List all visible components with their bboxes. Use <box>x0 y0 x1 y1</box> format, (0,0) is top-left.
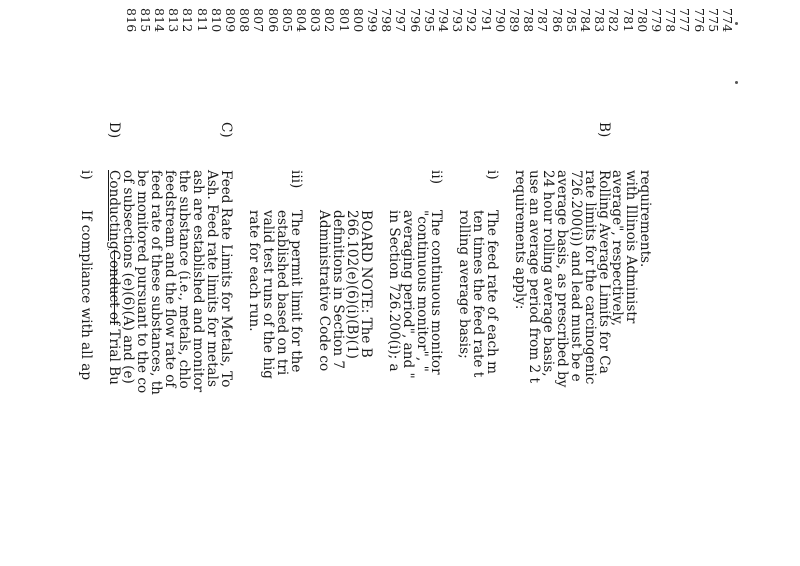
scan-speck <box>735 22 738 25</box>
line-number: 805 <box>279 8 295 33</box>
text-line: of subsections (e)(6)(A) and (e) <box>120 170 136 384</box>
line-number: 787 <box>535 8 551 33</box>
text-line: averaging period", and " <box>400 210 416 379</box>
line-number: 777 <box>677 8 693 33</box>
text-line: 726.200(i)) and lead must be e <box>568 170 584 382</box>
text-fragment: Trial Bu <box>106 325 122 385</box>
text-line: average basis, as prescribed by <box>554 170 570 388</box>
text-line: 24 hour rolling average basis, <box>540 170 556 377</box>
line-number: 790 <box>492 8 508 33</box>
marker-i: i) <box>484 170 500 180</box>
line-number: 810 <box>208 8 224 33</box>
line-number: 799 <box>365 8 380 33</box>
line-number: 786 <box>549 8 565 33</box>
line-number: 815 <box>137 8 153 33</box>
text-line: The permit limit for the <box>288 210 304 373</box>
line-number: 776 <box>691 8 707 33</box>
text-line: the substance (i.e., metals, chlo <box>176 170 192 389</box>
text-line: The continuous monitor <box>428 210 444 375</box>
conducting-line <box>107 170 121 385</box>
text-line: definitions in Section 7 <box>330 210 346 370</box>
line-number: 794 <box>436 8 451 33</box>
line-number: 795 <box>421 8 437 33</box>
line-number: 808 <box>237 8 253 33</box>
text-line: feedstream and the flow rate of <box>162 170 178 388</box>
line-number: 780 <box>634 8 650 33</box>
text-line: 266.102(e)(6)(i)(B)(1) <box>344 210 360 359</box>
marker-D: D) <box>106 122 122 139</box>
line-number: 785 <box>563 8 579 33</box>
scan-speck <box>735 81 738 84</box>
line-number: 792 <box>464 8 480 33</box>
text-line: Feed Rate Limits for Metals, To <box>218 170 234 388</box>
line-number: 778 <box>663 8 679 33</box>
marker-iii: iii) <box>288 170 304 189</box>
line-number: 782 <box>606 8 622 33</box>
text-line: established based on tri <box>274 210 290 376</box>
line-number: 801 <box>336 8 352 33</box>
text-line: in Section 726.200(i); a <box>386 210 402 372</box>
line-number: 796 <box>407 8 423 33</box>
text-line: with Illinois Administr <box>623 170 639 324</box>
line-number: 791 <box>478 8 494 33</box>
inserted-text: Conducting <box>106 170 122 250</box>
text-line: feed rate of these substances, th <box>148 170 164 395</box>
text-line: rolling average basis; <box>456 210 472 359</box>
text-line: rate limits for the carcinogenic <box>582 170 598 385</box>
marker-ii: ii) <box>428 170 444 184</box>
marker-i: i) <box>78 170 94 180</box>
line-number: 806 <box>265 8 281 33</box>
line-number: 814 <box>152 8 167 33</box>
text-line: average", respectively, <box>609 170 625 327</box>
line-number: 784 <box>578 8 593 33</box>
text-line: If compliance with all ap <box>78 210 94 381</box>
line-number: 797 <box>393 8 409 33</box>
line-number: 804 <box>294 8 309 33</box>
line-number: 816 <box>123 8 139 33</box>
line-number: 793 <box>450 8 466 33</box>
line-number: 779 <box>649 8 664 33</box>
line-number: 807 <box>251 8 267 33</box>
line-number: 774 <box>720 8 735 33</box>
text-line: requirements. <box>637 170 653 268</box>
line-number: 802 <box>322 8 338 33</box>
text-line: be monitored pursuant to the co <box>134 170 150 394</box>
line-number: 813 <box>166 8 182 33</box>
text-line: requirements apply: <box>512 170 528 310</box>
line-number: 809 <box>223 8 238 33</box>
line-number: 781 <box>620 8 636 33</box>
text-line: "continuous monitor", " <box>414 210 430 372</box>
line-number: 812 <box>180 8 196 33</box>
marker-C: C) <box>218 122 234 138</box>
line-number: 798 <box>379 8 395 33</box>
text-line: Rolling Average Limits for Ca <box>596 170 612 374</box>
board-note: BOARD NOTE: The B <box>358 210 374 358</box>
struck-text: Conduct of <box>106 249 122 326</box>
text-line: The feed rate of each m <box>484 210 500 375</box>
line-number: 803 <box>308 8 324 33</box>
text-line: ash are established and monitor <box>190 170 206 393</box>
text-line: valid test runs of the hig <box>260 210 276 379</box>
text-line: ten times the feed rate t <box>470 210 486 378</box>
text-line: use an average period from 2 t <box>526 170 542 383</box>
marker-B: B) <box>596 122 612 138</box>
line-number: 800 <box>350 8 366 33</box>
text-line: Administrative Code co <box>316 210 332 372</box>
line-number: 775 <box>705 8 721 33</box>
text-line: rate for each run. <box>246 210 262 332</box>
line-number: 811 <box>194 8 210 33</box>
line-number: 788 <box>521 8 537 33</box>
text-line: Ash. Feed rate limits for metals <box>204 170 220 387</box>
line-number: 783 <box>592 8 608 33</box>
line-number: 789 <box>507 8 522 33</box>
